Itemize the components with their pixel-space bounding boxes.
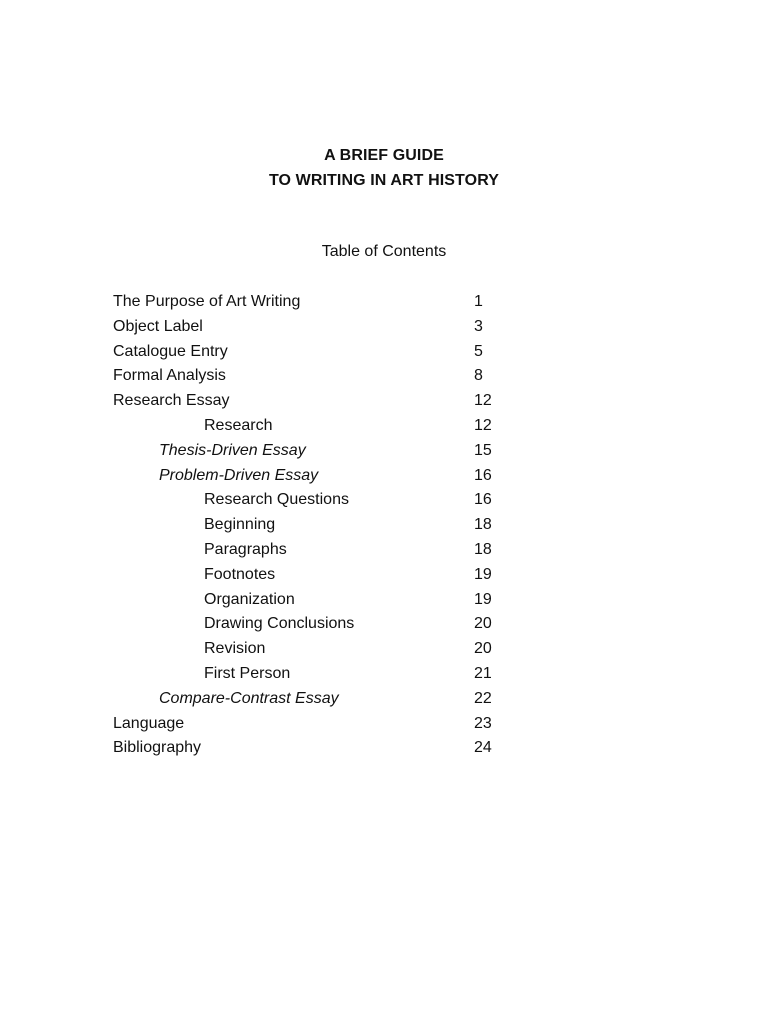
toc-entry-page-number: 20 bbox=[474, 640, 492, 658]
toc-entry bbox=[113, 687, 533, 712]
toc-entry-page-number: 15 bbox=[474, 441, 492, 459]
toc-entry-page-number: 8 bbox=[474, 367, 483, 385]
toc-entry-page-number: 16 bbox=[474, 466, 492, 484]
toc-entry-page-number: 19 bbox=[474, 565, 492, 583]
toc-entry-page-number: 24 bbox=[474, 739, 492, 757]
toc-entry-page-number: 18 bbox=[474, 516, 492, 534]
toc-entry bbox=[113, 290, 533, 315]
toc-entry bbox=[113, 637, 533, 662]
toc-entry-title: Research Questions bbox=[204, 491, 349, 509]
toc-entry bbox=[113, 439, 533, 464]
toc-entry bbox=[113, 315, 533, 340]
toc-entry bbox=[113, 712, 533, 737]
toc-entry-title: Language bbox=[113, 714, 185, 732]
toc-entry bbox=[113, 513, 533, 538]
title-line-1: A BRIEF GUIDE bbox=[324, 147, 444, 164]
toc-entry bbox=[113, 736, 533, 761]
toc-entry-title: Paragraphs bbox=[204, 540, 287, 558]
toc-entry-page-number: 20 bbox=[474, 615, 492, 633]
toc-entry-title: Revision bbox=[204, 640, 266, 658]
toc-entry-page-number: 12 bbox=[474, 392, 492, 410]
toc-entry-page-number: 23 bbox=[474, 714, 492, 732]
toc-entry-page-number: 16 bbox=[474, 491, 492, 509]
toc-entry-page-number: 22 bbox=[474, 689, 492, 707]
toc-entry-title: Problem-Driven Essay bbox=[159, 466, 319, 484]
toc-entry-title: The Purpose of Art Writing bbox=[113, 293, 301, 310]
toc-entry bbox=[113, 340, 533, 365]
toc-entry-title: First Person bbox=[204, 664, 291, 682]
toc-entry-title: Thesis-Driven Essay bbox=[159, 441, 306, 459]
toc-entry-page-number: 21 bbox=[474, 664, 492, 682]
toc-entry-title: Footnotes bbox=[204, 565, 276, 583]
toc-entry-page-number: 18 bbox=[474, 540, 492, 558]
table-of-contents bbox=[113, 290, 533, 761]
toc-entry-title: Beginning bbox=[204, 516, 276, 534]
toc-entry-page-number: 5 bbox=[474, 342, 483, 360]
toc-entry-title: Object Label bbox=[113, 317, 203, 335]
toc-entry bbox=[113, 364, 533, 389]
document-title bbox=[0, 143, 768, 193]
toc-entry bbox=[113, 488, 533, 513]
toc-entry bbox=[113, 588, 533, 613]
toc-entry-title: Drawing Conclusions bbox=[204, 615, 355, 633]
toc-entry-page-number: 3 bbox=[474, 317, 483, 335]
toc-entry bbox=[113, 662, 533, 687]
toc-entry bbox=[113, 414, 533, 439]
toc-entry-title: Compare-Contrast Essay bbox=[159, 689, 339, 707]
toc-entry-page-number: 12 bbox=[474, 416, 492, 434]
toc-entry-title: Organization bbox=[204, 590, 295, 608]
toc-entry-title: Bibliography bbox=[113, 739, 202, 757]
toc-entry bbox=[113, 538, 533, 563]
toc-entry-page-number: 1 bbox=[474, 293, 483, 310]
toc-entry bbox=[113, 389, 533, 414]
toc-entry-title: Research Essay bbox=[113, 392, 230, 410]
toc-entry-title: Formal Analysis bbox=[113, 367, 226, 385]
toc-entry-page-number: 19 bbox=[474, 590, 492, 608]
toc-entry bbox=[113, 563, 533, 588]
toc-entry bbox=[113, 464, 533, 489]
title-line-2: TO WRITING IN ART HISTORY bbox=[268, 172, 500, 189]
toc-heading: Table of Contents bbox=[321, 243, 447, 260]
toc-entry bbox=[113, 612, 533, 637]
toc-entry-title: Catalogue Entry bbox=[113, 342, 228, 360]
toc-entry-title: Research bbox=[204, 416, 273, 434]
